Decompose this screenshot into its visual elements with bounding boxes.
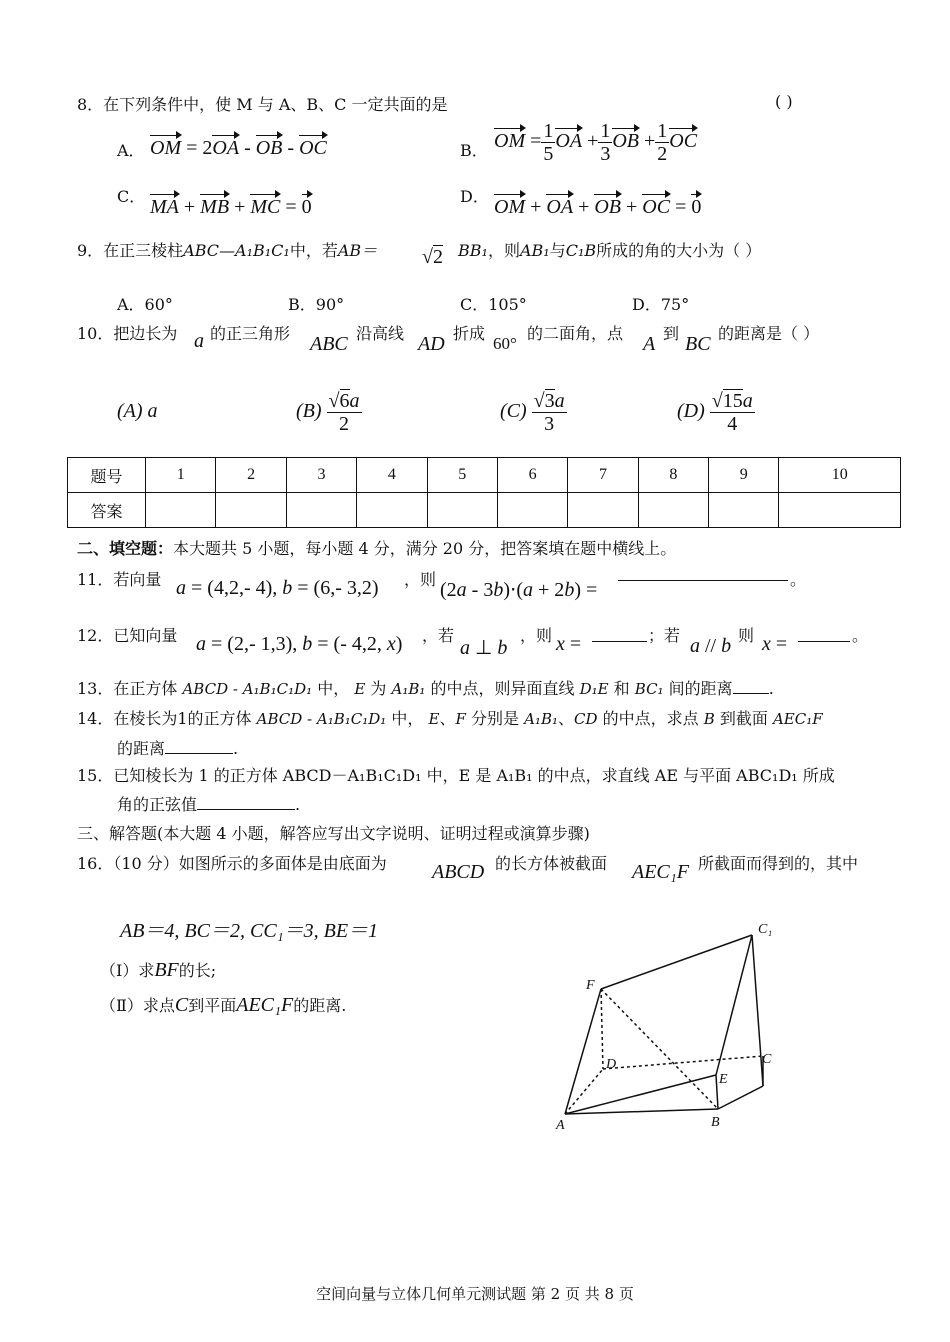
q8-option-a-formula: OM = 2OA - OB - OC xyxy=(150,137,327,159)
label-e: E xyxy=(719,1072,728,1087)
q15-line1: 15．已知棱长为 1 的正方体 ABCD－A₁B₁C₁D₁ 中，E 是 A₁B₁ 的中点，求直线 AE 与平面 ABC₁D₁ 所成 xyxy=(77,766,835,785)
q10-stem-b: 的正三角形 xyxy=(210,324,291,343)
table-cell: 4 xyxy=(357,458,427,493)
q8-option-a-label: A． xyxy=(117,141,145,160)
q12-blank-1[interactable] xyxy=(592,641,647,642)
q9-stem-rest: BB₁，则AB₁与C₁B所成的角的大小为（ ） xyxy=(458,241,762,260)
label-d: D xyxy=(606,1057,617,1072)
table-header-cell: 答案 xyxy=(68,493,146,528)
answer-cell[interactable] xyxy=(357,493,427,528)
q16-part1: （Ⅰ）求BF的长; xyxy=(100,959,217,981)
q10-abc: ABC xyxy=(310,333,348,355)
answer-cell[interactable] xyxy=(709,493,779,528)
section3-heading: 三、解答题(本大题 4 小题，解答应写出文字说明、证明过程或演算步骤) xyxy=(77,824,590,843)
q9-sqrt2: √2 xyxy=(422,246,443,268)
q12-perp: a ⊥ b xyxy=(460,637,508,659)
table-row xyxy=(68,458,901,493)
q10-stem-e: 的二面角，点 xyxy=(527,324,624,343)
q10-stem-f: 到 xyxy=(663,324,680,343)
q16-part2: （Ⅱ）求点C到平面AEC₁F的距离. xyxy=(100,994,347,1016)
polyhedron-figure xyxy=(548,915,788,1135)
answer-cell[interactable] xyxy=(286,493,356,528)
answer-cell[interactable] xyxy=(216,493,286,528)
q14-line2: 的距离 . xyxy=(117,739,239,758)
q10-bc: BC xyxy=(685,333,711,355)
q10-option-b: (B) $\frac{√6a}{2}$ xyxy=(296,390,360,435)
edge-dc xyxy=(603,1056,763,1069)
q11-blank[interactable] xyxy=(618,580,788,581)
q8-option-c-formula: MA + MB + MC = 0 xyxy=(150,196,312,218)
q8-option-d-label: D． xyxy=(460,187,489,206)
answer-cell[interactable] xyxy=(146,493,216,528)
edge-ec1 xyxy=(716,935,752,1075)
q12-x1: x = xyxy=(556,633,582,655)
table-header-cell: 题号 xyxy=(68,458,146,493)
q13-line: 13．在正方体 ABCD - A₁B₁C₁D₁ 中， E 为 A₁B₁ 的中点，则异面直线 D₁E 和 BC₁ 间的距离 . xyxy=(77,679,774,698)
label-f: F xyxy=(586,978,595,993)
answer-cell[interactable] xyxy=(497,493,567,528)
table-cell: 8 xyxy=(638,458,708,493)
q15-line2: 角的正弦值 . xyxy=(117,795,301,814)
q8-paren: ( ) xyxy=(775,92,793,111)
q8-option-c-label: C． xyxy=(117,187,146,206)
answer-cell[interactable] xyxy=(779,493,901,528)
table-row xyxy=(68,493,901,528)
q16-base: ABCD xyxy=(432,861,485,883)
table-cell: 7 xyxy=(568,458,638,493)
q11-stem: 11．若向量 xyxy=(77,570,162,589)
q10-option-d: (D) $\frac{√15a}{4}$ xyxy=(677,390,753,435)
q11-end: 。 xyxy=(790,570,807,589)
q10-point-a: A xyxy=(643,333,656,355)
q8-option-b-formula: OM = $\frac{1}{5}$ OA + $\frac{1}{3}$ OB + $\frac{1}{2}$ OC xyxy=(494,120,698,165)
table-cell: 9 xyxy=(709,458,779,493)
table-cell: 6 xyxy=(497,458,567,493)
q9-option-d: D．75° xyxy=(632,295,690,314)
q9-option-a: A．60° xyxy=(117,295,173,314)
q9-stem: 9．在正三棱柱ABC—A₁B₁C₁中，若AB＝ xyxy=(77,241,378,260)
q12-parallel: a // b xyxy=(690,635,732,657)
q12-stem: 12．已知向量 xyxy=(77,626,178,645)
q10-option-c: (C) $\frac{√3a}{3}$ xyxy=(500,390,565,435)
label-a: A xyxy=(556,1118,565,1133)
q12-then1: ，则 xyxy=(520,626,553,645)
answer-cell[interactable] xyxy=(638,493,708,528)
edge-fb xyxy=(601,989,718,1109)
edge-ae xyxy=(565,1075,716,1114)
q10-stem-a: 10．把边长为 xyxy=(77,324,178,343)
table-cell: 2 xyxy=(216,458,286,493)
page-footer: 空间向量与立体几何单元测试题 第 2 页 共 8 页 xyxy=(316,1285,634,1303)
q12-if1: ，若 xyxy=(422,626,455,645)
q16-stem-b: 的长方体被截面 xyxy=(495,854,608,873)
q12-vectors: a = (2,- 1,3), b = (- 4,2, x) xyxy=(196,633,403,655)
answer-cell[interactable] xyxy=(427,493,497,528)
q12-end: 。 xyxy=(852,626,869,645)
q16-stem-c: 所截面而得到的，其中 xyxy=(698,854,859,873)
table-cell: 5 xyxy=(427,458,497,493)
label-b: B xyxy=(711,1115,720,1130)
q10-60deg: 60° xyxy=(493,334,517,353)
q8-option-d-formula: OM + OA + OB + OC = 0 xyxy=(494,196,702,218)
q16-section: AEC₁F xyxy=(632,861,689,883)
q12-then2: 则 xyxy=(738,626,755,645)
section2-heading: 二、填空题：本大题共 5 小题，每小题 4 分，满分 20 分，把答案填在题中横线上。 xyxy=(77,539,677,558)
q8-stem: 8．在下列条件中，使 M 与 A、B、C 一定共面的是 xyxy=(77,95,448,114)
q11-expression: (2a - 3b)⋅(a + 2b) = xyxy=(440,579,598,601)
q8-option-b-label: B． xyxy=(460,141,488,160)
q9-option-c: C．105° xyxy=(460,295,527,314)
edge-af xyxy=(565,989,601,1114)
q16-given: AB＝4, BC＝2, CC₁＝3, BE＝1 xyxy=(120,920,379,942)
answer-table xyxy=(67,457,901,528)
label-c: C xyxy=(762,1052,772,1067)
table-cell: 10 xyxy=(779,458,901,493)
q10-stem-g: 的距离是（ ） xyxy=(718,324,820,343)
q16-stem-a: 16．（10 分）如图所示的多面体是由底面为 xyxy=(77,854,387,873)
q10-stem-c: 沿高线 xyxy=(356,324,405,343)
q12-if2: ；若 xyxy=(648,626,681,645)
table-cell: 3 xyxy=(286,458,356,493)
edge-eb xyxy=(716,1075,718,1109)
q14-line1: 14．在棱长为1的正方体 ABCD - A₁B₁C₁D₁ 中， E、F 分别是 A₁B₁、CD 的中点，求点 B 到截面 AEC₁F xyxy=(77,709,823,728)
edge-fc1 xyxy=(601,935,752,989)
q10-ad: AD xyxy=(418,333,445,355)
q11-vectors: a = (4,2,- 4), b = (6,- 3,2) xyxy=(176,577,379,599)
q10-a: a xyxy=(194,330,204,352)
table-cell: 1 xyxy=(146,458,216,493)
q10-option-a: (A) a xyxy=(117,400,158,422)
q12-x2: x = xyxy=(762,633,788,655)
edge-ab xyxy=(565,1109,718,1114)
edge-fd xyxy=(601,989,603,1069)
q11-mid: ，则 xyxy=(404,570,437,589)
answer-cell[interactable] xyxy=(568,493,638,528)
q10-stem-d: 折成 xyxy=(453,324,486,343)
edge-cb xyxy=(718,1086,763,1109)
q9-option-b: B．90° xyxy=(288,295,345,314)
q12-blank-2[interactable] xyxy=(798,641,850,642)
label-c1: C₁ xyxy=(758,922,773,937)
